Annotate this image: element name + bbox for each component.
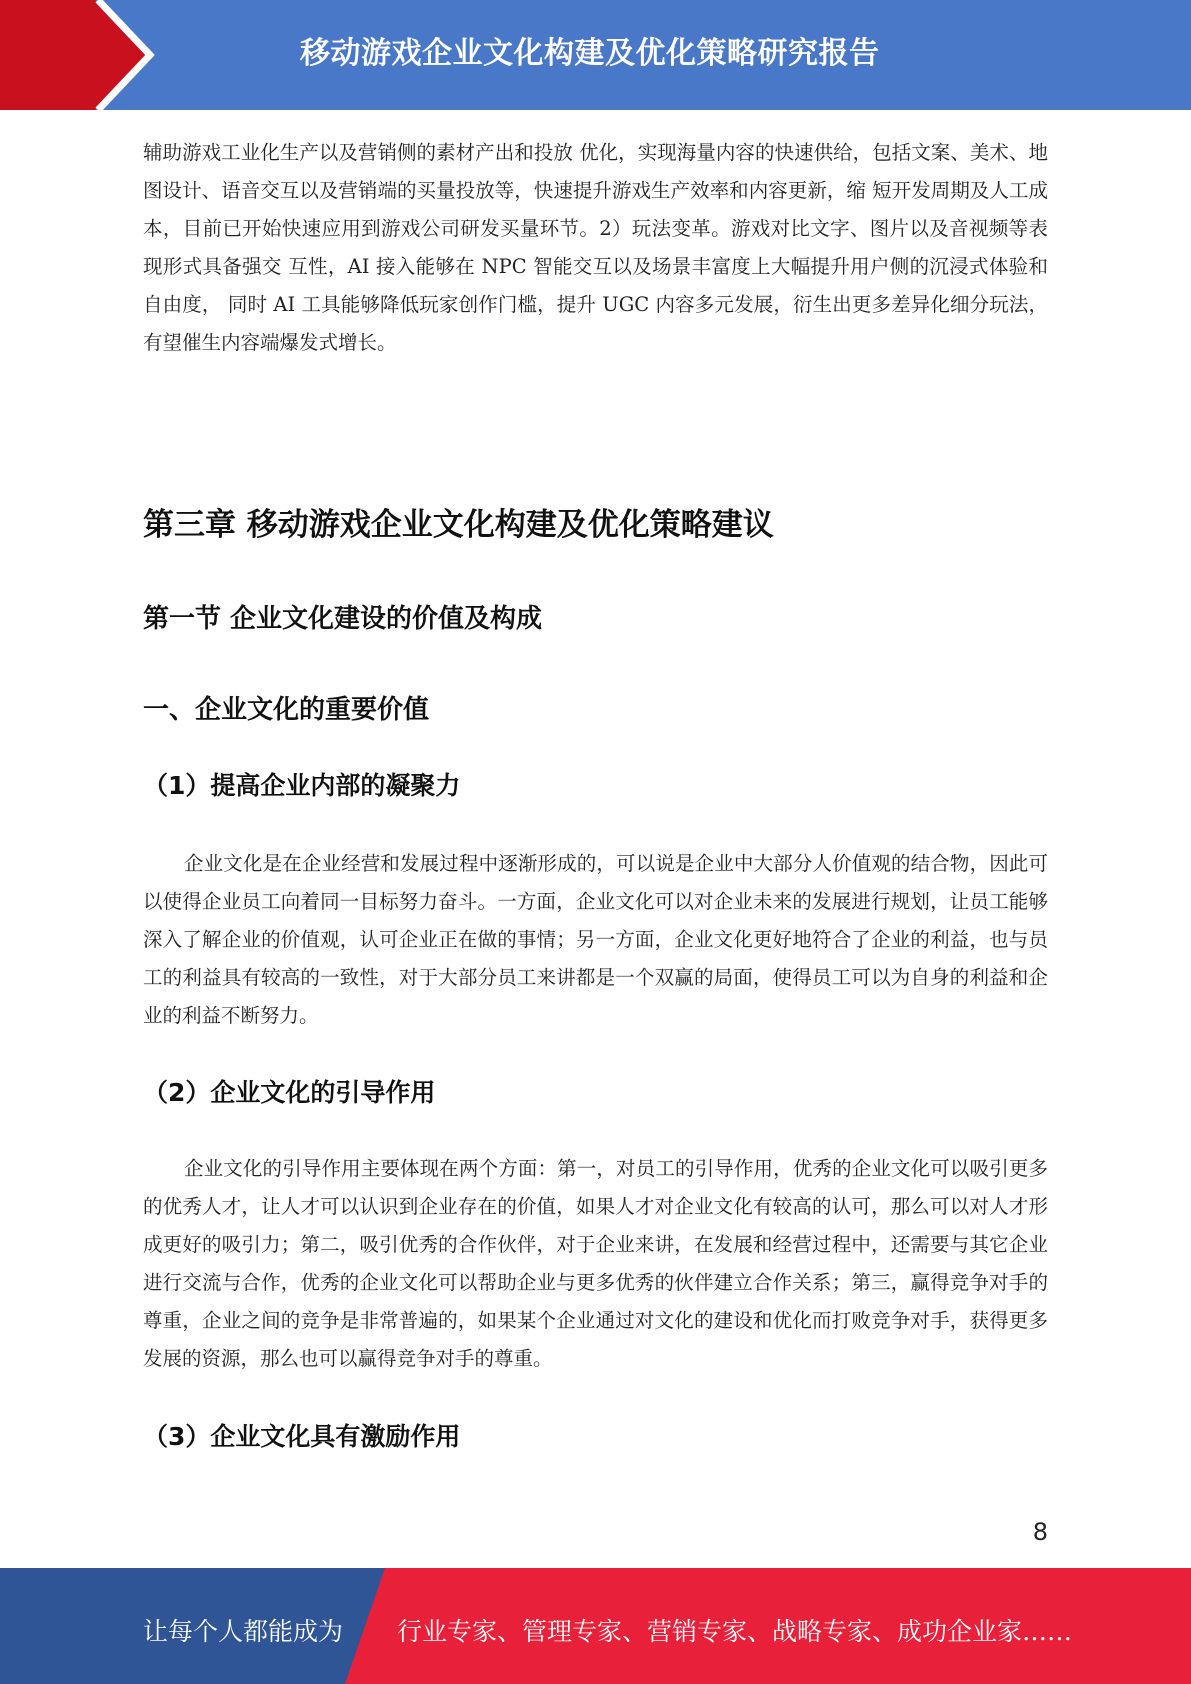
chapter-title: 第三章 移动游戏企业文化构建及优化策略建议 [143, 507, 774, 543]
item-1-body: 企业文化是在企业经营和发展过程中逐渐形成的，可以说是企业中大部分人价值观的结合物，因此可以使得企业员工向着同一目标努力奋斗。一方面，企业文化可以对企业未来的发展进行规划，让员工能够深入了解企业的价值观，认可企业正在做的事情；另一方面，企业文化更好地符合了企业的利益，也与员工的利益具有较高的一致性，对于大部分员工来讲都是一个双赢的局面，使得员工可以为自身的利益和企业的利益不断努力。 [143, 852, 1048, 1027]
footer-slogan-left: 让每个人都能成为 [143, 1617, 344, 1646]
item-2-body-block [143, 1150, 1048, 1378]
intro-block [143, 134, 1048, 362]
section-title: 第一节 企业文化建设的价值及构成 [143, 604, 543, 634]
subsection-title: 一、企业文化的重要价值 [143, 695, 430, 725]
page-footer [0, 1568, 1191, 1684]
item-2-heading: （2）企业文化的引导作用 [143, 1078, 436, 1107]
item-1-heading: （1）提高企业内部的凝聚力 [143, 771, 461, 800]
page-number: 8 [1032, 1518, 1048, 1546]
page-header [0, 0, 1191, 110]
item-2-body: 企业文化的引导作用主要体现在两个方面：第一，对员工的引导作用，优秀的企业文化可以吸引更多的优秀人才，让人才可以认识到企业存在的价值，如果人才对企业文化有较高的认可，那么可以对人才形成更好的吸引力；第二，吸引优秀的合作伙伴，对于企业来讲，在发展和经营过程中，还需要与其它企业进行交流与合作，优秀的企业文化可以帮助企业与更多优秀的伙伴建立合作关系；第三，赢得竞争对手的尊重，企业之间的竞争是非常普遍的，如果某个企业通过对文化的建设和优化而打败竞争对手，获得更多发展的资源，那么也可以赢得竞争对手的尊重。 [143, 1157, 1048, 1370]
item-1-body-block [143, 845, 1048, 1035]
intro-paragraph: 辅助游戏工业化生产以及营销侧的素材产出和投放 优化，实现海量内容的快速供给，包括文案、美术、地图设计、语音交互以及营销端的买量投放等，快速提升游戏生产效率和内容更新，缩 短开发周期及人工成本，目前已开始快速应用到游戏公司研发买量环节。2）玩法变革。游戏对比文字、图片以及音视频等表现形式具备强交 互性，AI 接入能够在 NPC 智能交互以及场景丰富度上大幅提升用户侧的沉浸式体验和自由度， 同时 AI 工具能够降低玩家创作门槛，提升 UGC 内容多元发展，衍生出更多差异化细分玩法，有望催生内容端爆发式增长。 [143, 141, 1048, 354]
item-3-heading: （3）企业文化具有激励作用 [143, 1422, 461, 1451]
footer-slogan-right: 行业专家、管理专家、营销专家、战略专家、成功企业家…… [397, 1617, 1073, 1646]
header-title: 移动游戏企业文化构建及优化策略研究报告 [300, 36, 880, 71]
